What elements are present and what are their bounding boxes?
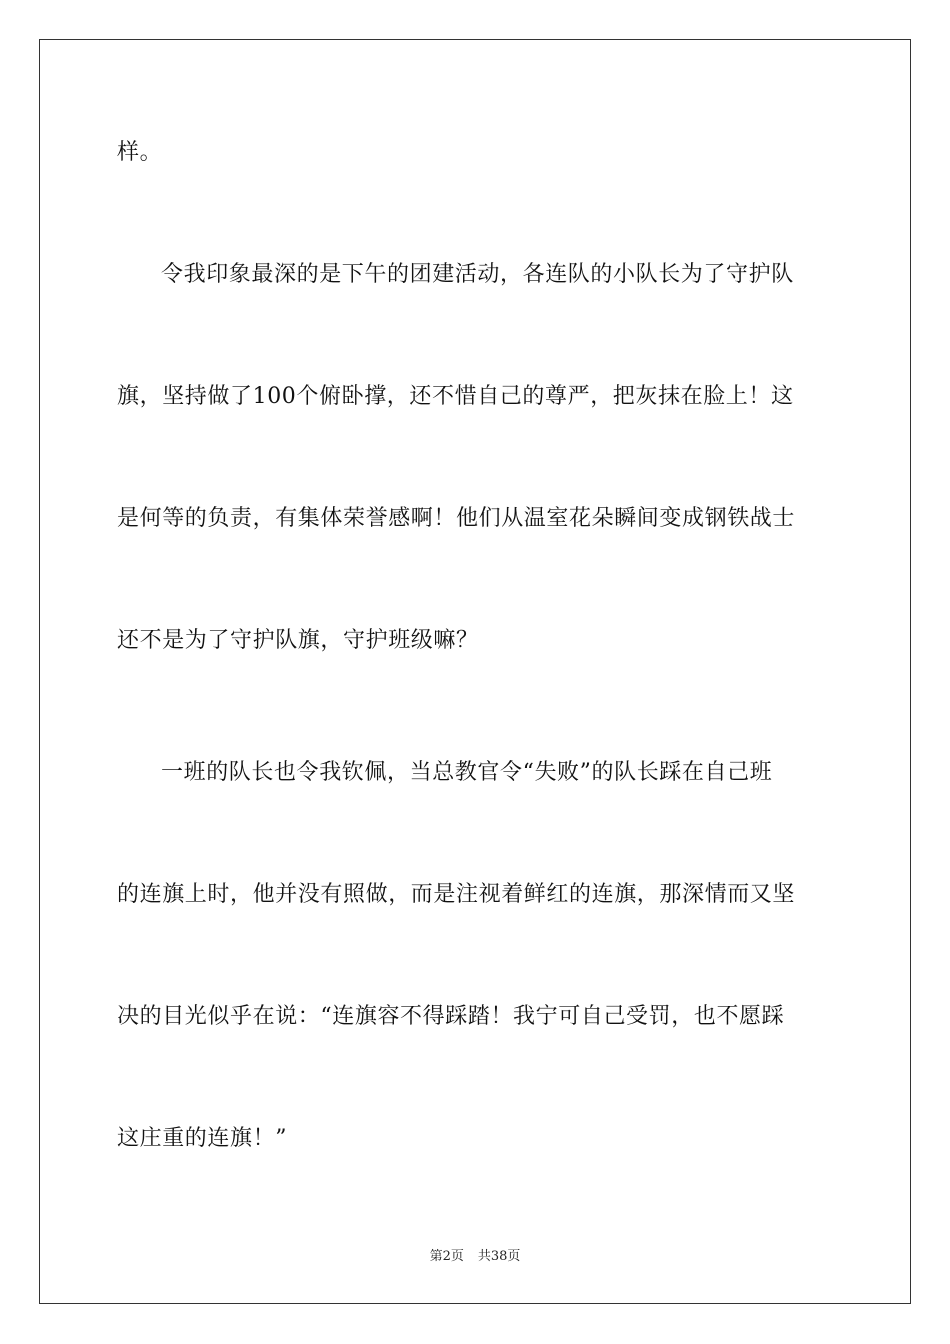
- page-total: 共38页: [477, 1249, 521, 1264]
- paragraph-line-5: 还不是为了守护队旗，守护班级嘛？: [117, 628, 479, 653]
- paragraph-line-1: 样。: [117, 140, 163, 165]
- paragraph-line-2: 令我印象最深的是下午的团建活动，各连队的小队长为了守护队: [161, 262, 794, 287]
- paragraph-line-3: 旗，坚持做了100个俯卧撑，还不惜自己的尊严，把灰抹在脸上！这: [117, 384, 794, 409]
- paragraph-line-8: 决的目光似乎在说：“连旗容不得踩踏！我宁可自己受罚，也不愿踩: [117, 1004, 785, 1029]
- paragraph-line-4: 是何等的负责，有集体荣誉感啊！他们从温室花朵瞬间变成钢铁战士: [117, 506, 796, 531]
- page-number: 第2页: [429, 1249, 464, 1264]
- page-frame: [39, 39, 911, 1304]
- paragraph-line-9: 这庄重的连旗！”: [117, 1126, 288, 1151]
- paragraph-line-7: 的连旗上时，他并没有照做，而是注视着鲜红的连旗，那深情而又坚: [117, 882, 796, 907]
- paragraph-line-6: 一班的队长也令我钦佩，当总教官令“失败”的队长踩在自己班: [161, 760, 773, 785]
- page-footer: [0, 1249, 950, 1265]
